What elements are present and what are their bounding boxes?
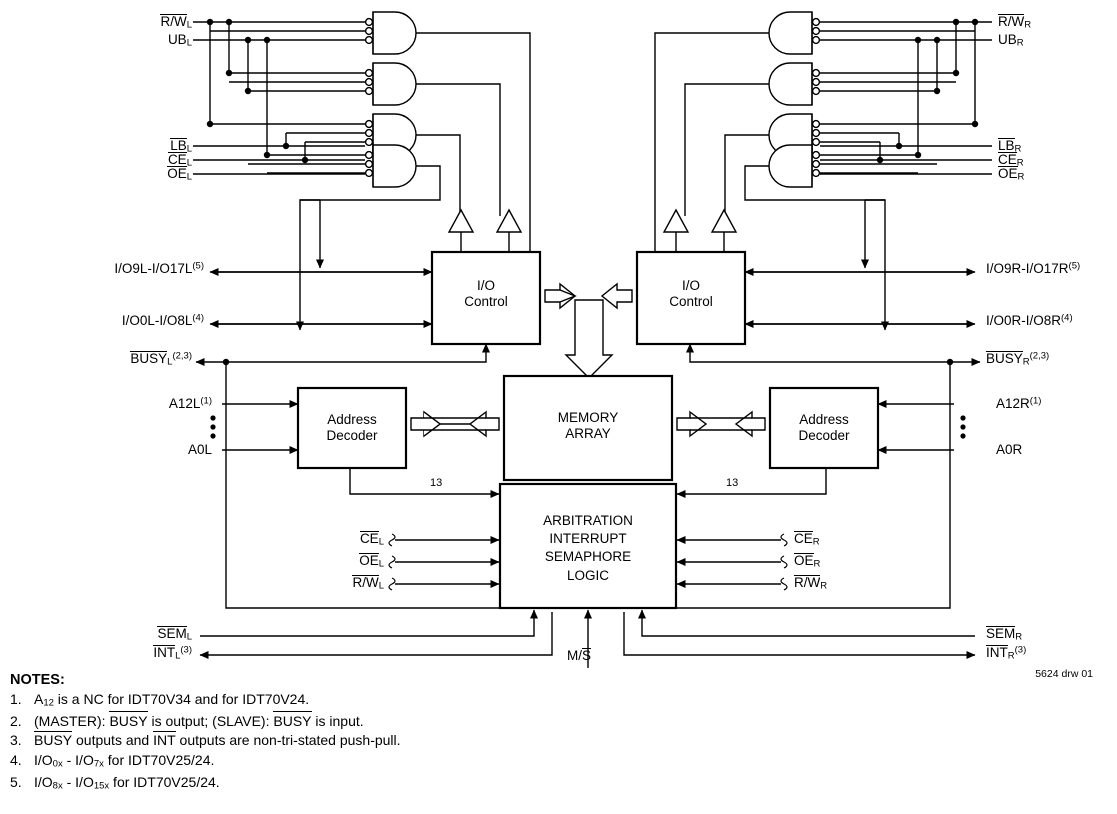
label-ub-right: UBR	[998, 32, 1024, 49]
label-lb-right: LBR	[998, 138, 1022, 155]
block-label-address-decoder-left: Address Decoder	[326, 412, 378, 444]
note-item	[10, 731, 710, 750]
label-oe-right: OER	[998, 166, 1025, 183]
note-text: A12 is a NC for IDT70V34 and for IDT70V24.	[34, 691, 310, 709]
label-io-low-right: $I/O0R-I/O8R^{(4)}$	[986, 312, 1073, 328]
label-ub-left: UBL	[167, 32, 192, 49]
note-number: 2.	[10, 712, 22, 729]
note-number: 4.	[10, 752, 22, 769]
label-io-high-right: $I/O9R-I/O17R^{(5)}$	[986, 260, 1081, 276]
label-arb-ce-left: CEL	[359, 531, 384, 548]
label-rw-left: R/WL	[160, 14, 192, 31]
label-ce-left: CEL	[167, 152, 192, 169]
block-label-address-decoder-right: Address Decoder	[798, 412, 850, 444]
label-oe-left: OEL	[167, 166, 192, 183]
note-number: 3.	[10, 732, 22, 749]
label-arb-ce-right: CER	[794, 531, 820, 548]
note-text: I/O0x - I/O7x for IDT70V25/24.	[34, 752, 215, 770]
note-text: I/O8x - I/O15x for IDT70V25/24.	[34, 773, 220, 792]
label-arb-rw-right: R/WR	[794, 575, 828, 592]
label-addr-low-right: A0R	[996, 442, 1023, 457]
block-label-arbitration: ARBITRATION INTERRUPT SEMAPHORE LOGIC	[543, 513, 633, 583]
label-bus-width-right: 13	[726, 477, 739, 489]
label-int-right: INTR$^{(3)}$	[986, 644, 1027, 662]
label-io-high-left: $I/O9L-I/O17L^{(5)}$	[114, 260, 204, 276]
label-bus-width-left: 13	[430, 477, 443, 489]
label-arb-oe-left: OEL	[359, 553, 384, 570]
block-label-io-control-right: I/O Control	[669, 278, 713, 310]
label-sem-right: SEMR	[986, 626, 1023, 643]
block-label-io-control-left: I/O Control	[464, 278, 508, 310]
label-arb-oe-right: OER	[794, 553, 821, 570]
note-number: 1.	[10, 691, 22, 707]
label-io-low-left: $I/O0L-I/O8L^{(4)}$	[121, 312, 204, 328]
note-item	[10, 773, 710, 794]
label-addr-low-left: A0L	[187, 442, 212, 457]
note-item	[10, 751, 710, 772]
note-item	[10, 690, 710, 711]
note-text: (MASTER): BUSY is output; (SLAVE): BUSY is input.	[34, 712, 364, 729]
label-int-left: INTL$^{(3)}$	[153, 644, 192, 662]
label-sem-left: SEML	[157, 626, 192, 643]
label-ms: M/S	[567, 648, 592, 663]
block-label-memory-array: MEMORY ARRAY	[557, 410, 619, 442]
label-ce-right: CER	[998, 152, 1024, 169]
label-addr-high-left: $A12L^{(1)}$	[168, 395, 212, 411]
label-rw-right: R/WR	[998, 14, 1032, 31]
label-arb-rw-left: R/WL	[352, 575, 384, 592]
note-text: BUSY outputs and INT outputs are non-tri-stated push-pull.	[34, 732, 401, 749]
note-number: 5.	[10, 773, 22, 790]
label-busy-left: BUSYL$^{(2,3)}$	[130, 350, 192, 368]
note-item	[10, 712, 710, 731]
drawing-id: 5624 drw 01	[1035, 668, 1093, 680]
label-addr-high-right: $A12R^{(1)}$	[996, 395, 1042, 411]
label-lb-left: LBL	[170, 138, 192, 155]
label-busy-right: BUSYR$^{(2,3)}$	[986, 350, 1050, 368]
notes-title: NOTES:	[10, 672, 65, 688]
notes-section	[10, 672, 710, 794]
